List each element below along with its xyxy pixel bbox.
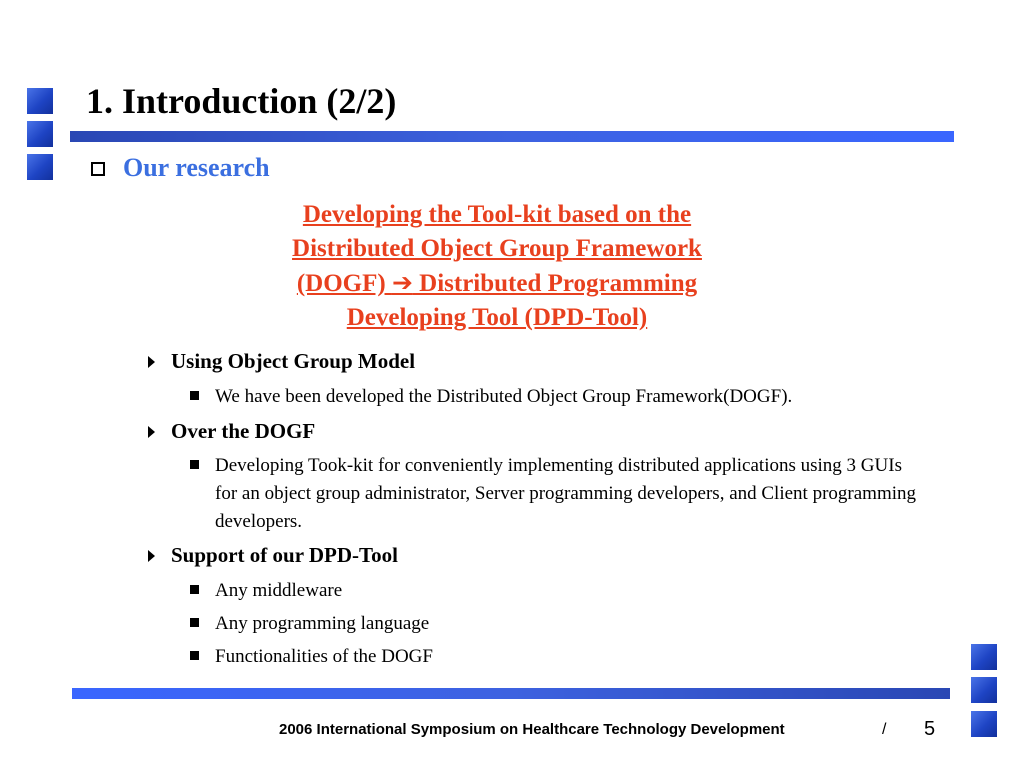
point-item — [190, 643, 433, 671]
decor-square-top-1 — [27, 88, 53, 114]
decor-square-top-3 — [27, 154, 53, 180]
square-bullet-icon — [190, 618, 199, 627]
point-item-text: Any middleware — [215, 580, 343, 601]
point-heading-text: Using Object Group Model — [171, 349, 416, 373]
page-number: 5 — [924, 718, 936, 740]
decor-square-bottom-1 — [971, 644, 997, 670]
triangle-bullet-icon — [148, 356, 155, 368]
point-item — [190, 577, 342, 605]
point-heading — [148, 543, 398, 568]
decor-square-bottom-3 — [971, 711, 997, 737]
square-bullet-icon — [190, 651, 199, 660]
point-item — [190, 610, 429, 638]
headline-line-3a: (DOGF) — [296, 270, 392, 297]
point-heading — [148, 419, 315, 444]
triangle-bullet-icon — [148, 550, 155, 562]
point-heading — [148, 349, 415, 374]
footer-rule — [72, 688, 950, 699]
point-item-text: We have been developed the Distributed Object Group Framework(DOGF). — [215, 386, 793, 407]
footer-conference: 2006 International Symposium on Healthcare Technology Development — [279, 721, 785, 738]
section-row — [91, 153, 270, 183]
headline-line-4: Developing Tool (DPD-Tool) — [346, 304, 648, 331]
checkbox-bullet-icon — [91, 162, 105, 176]
right-arrow-icon: ➔ — [391, 268, 413, 297]
point-heading-text: Support of our DPD-Tool — [171, 543, 398, 567]
slide-title: 1. Introduction (2/2) — [86, 81, 397, 121]
headline — [247, 198, 747, 335]
square-bullet-icon — [190, 391, 199, 400]
decor-square-bottom-2 — [971, 677, 997, 703]
footer-separator: / — [882, 721, 887, 738]
point-item-text: Developing Took-kit for conveniently implementing distributed applications using 3 GUIs for an object group administrator, Server programming developers, and Client programming developers. — [215, 455, 916, 532]
square-bullet-icon — [190, 460, 199, 469]
headline-line-2: Distributed Object Group Framework — [292, 235, 702, 262]
section-label: Our research — [123, 153, 270, 182]
headline-line-3b: Distributed Programming — [412, 270, 698, 297]
decor-square-top-2 — [27, 121, 53, 147]
point-item-text: Functionalities of the DOGF — [215, 646, 433, 667]
point-item-text: Any programming language — [215, 613, 430, 634]
point-item — [190, 383, 930, 411]
point-item — [190, 452, 925, 536]
title-rule — [70, 131, 954, 142]
triangle-bullet-icon — [148, 426, 155, 438]
headline-line-1: Developing the Tool-kit based on the — [302, 201, 692, 228]
square-bullet-icon — [190, 585, 199, 594]
point-heading-text: Over the DOGF — [171, 419, 316, 443]
